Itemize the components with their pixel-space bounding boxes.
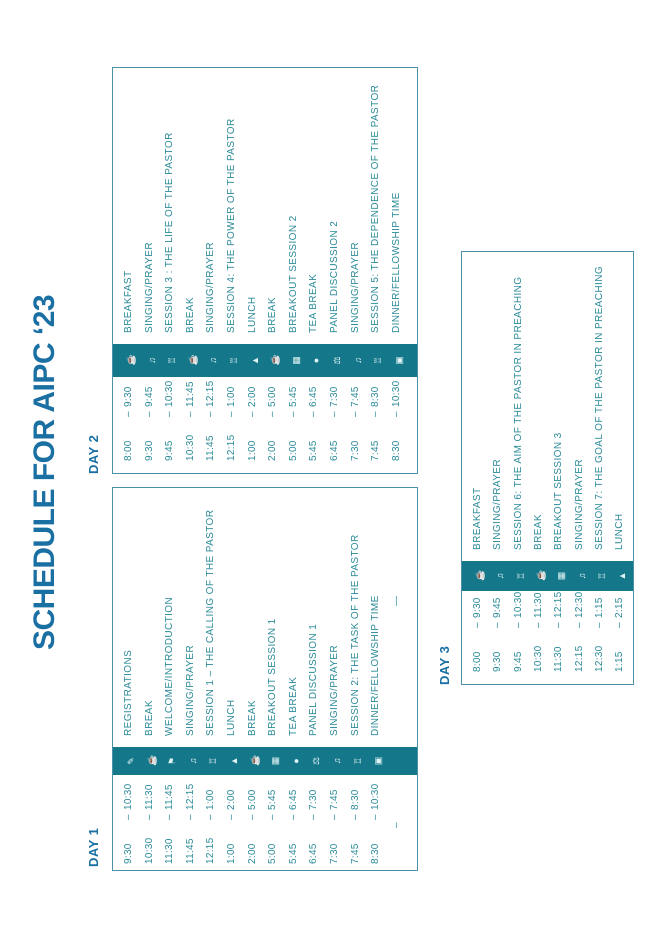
time-dash: – xyxy=(553,622,565,628)
time-dash: – xyxy=(472,622,483,628)
start-time: 9:30 xyxy=(123,843,134,864)
schedule-row xyxy=(329,488,349,870)
break-icon: ☕ xyxy=(249,754,260,766)
time-range xyxy=(614,597,625,672)
time-range xyxy=(308,386,319,461)
time-dash: – xyxy=(123,411,134,417)
singing-icon: ♫ xyxy=(495,572,506,580)
time-range xyxy=(247,789,258,864)
schedule-row xyxy=(144,488,164,870)
end-time: 5:45 xyxy=(287,386,299,407)
start-time: 7:45 xyxy=(349,843,361,864)
time-dash: – xyxy=(287,814,299,820)
schedule-row xyxy=(185,488,205,870)
time-range xyxy=(350,789,361,864)
activity-label: SESSION 5: THE DEPENDENCE OF THE PASTOR xyxy=(370,84,382,333)
schedule-row xyxy=(185,68,205,473)
start-time: 10:30 xyxy=(184,434,196,461)
breakout-icon: ▦ xyxy=(290,356,301,365)
schedule-row xyxy=(164,488,184,870)
time-dash: – xyxy=(593,622,605,628)
break-icon: ☕ xyxy=(535,569,546,581)
singing-icon: ♫ xyxy=(146,357,157,364)
activity-label: BREAK xyxy=(246,700,258,736)
end-time: 5:45 xyxy=(267,789,279,810)
end-time: 11:30 xyxy=(532,592,544,618)
tea-icon: ● xyxy=(290,758,301,764)
start-time: 5:45 xyxy=(308,440,320,461)
time-range xyxy=(288,789,299,864)
end-time: 11:45 xyxy=(184,381,196,407)
start-time: 8:30 xyxy=(390,440,402,461)
singing-icon: ♫ xyxy=(187,757,198,765)
end-time: 10:30 xyxy=(164,380,176,407)
time-range xyxy=(513,591,524,672)
end-time: 2:15 xyxy=(614,597,626,618)
time-range xyxy=(205,380,216,461)
end-time: 12:15 xyxy=(205,380,217,407)
time-range xyxy=(123,386,134,461)
start-time: 11:45 xyxy=(205,435,217,461)
time-dash: – xyxy=(308,411,320,417)
schedule-row xyxy=(391,488,411,870)
session-icon: ♖ xyxy=(352,756,363,766)
break-icon: ☕ xyxy=(187,354,198,366)
session-icon: ♖ xyxy=(167,356,178,365)
activity-label: SESSION 7: THE GOAL OF THE PASTOR IN PREACHING xyxy=(593,265,605,550)
start-time: 11:30 xyxy=(553,646,565,672)
singing-icon: ♫ xyxy=(352,357,363,364)
activity-label: PANEL DISCUSSION 1 xyxy=(308,623,320,736)
end-time: 9:45 xyxy=(143,386,155,407)
end-time: 5:00 xyxy=(246,789,258,810)
schedule-row xyxy=(205,68,225,473)
activity-label: TEA BREAK xyxy=(287,676,299,736)
start-time: 11:45 xyxy=(184,838,196,864)
activity-label: DINNER/FELLOWSHIP TIME xyxy=(370,595,382,736)
time-dash: – xyxy=(205,814,217,820)
activity-label: PANEL DISCUSSION 2 xyxy=(329,220,340,333)
end-time: 1:00 xyxy=(205,789,217,810)
time-range xyxy=(185,783,196,864)
end-time: 8:30 xyxy=(370,386,382,407)
end-time: 9:30 xyxy=(472,597,483,618)
time-dash: – xyxy=(329,411,340,417)
end-time: 7:30 xyxy=(308,789,320,810)
end-time: 11:45 xyxy=(164,784,176,810)
time-dash: – xyxy=(573,622,585,628)
time-range xyxy=(533,592,544,672)
start-time: 7:45 xyxy=(370,440,382,461)
schedule-row xyxy=(350,68,370,473)
time-dash: – xyxy=(532,622,544,628)
session-icon: ♖ xyxy=(208,756,219,766)
end-time: 8:30 xyxy=(349,789,361,810)
time-range xyxy=(574,591,585,672)
end-time: 10:30 xyxy=(123,783,134,810)
start-time: 9:30 xyxy=(492,651,504,672)
time-range xyxy=(267,789,278,864)
day-1-label: DAY 1 xyxy=(86,827,101,867)
schedule-row xyxy=(123,488,143,870)
activity-label: SESSION 1 – THE CALLING OF THE PASTOR xyxy=(205,509,217,736)
day-1-table xyxy=(112,487,418,871)
time-dash: – xyxy=(390,411,402,417)
breakfast-icon: ☕ xyxy=(126,354,136,366)
session-icon: ♖ xyxy=(373,356,384,365)
schedule-row xyxy=(472,252,492,684)
day-2-table xyxy=(112,67,418,474)
time-dash: – xyxy=(370,411,382,417)
lunch-icon: ▲ xyxy=(229,756,239,766)
time-range xyxy=(267,386,278,461)
time-range xyxy=(205,789,216,864)
activity-label: SESSION 3 : THE LIFE OF THE PASTOR xyxy=(164,132,176,333)
time-range xyxy=(308,789,319,864)
time-dash: – xyxy=(246,814,258,820)
time-dash: – xyxy=(512,622,524,628)
start-time: 5:00 xyxy=(267,843,279,864)
time-dash: – xyxy=(349,411,361,417)
welcome-icon: ⚑ xyxy=(167,756,178,766)
breakout-icon: ▦ xyxy=(556,571,567,581)
activity-label: BREAK xyxy=(143,700,155,736)
singing-icon: ♫ xyxy=(208,357,219,364)
time-range xyxy=(123,783,134,864)
lunch-icon: ▲ xyxy=(617,571,628,581)
breakout-icon: ▦ xyxy=(270,756,281,766)
time-dash: – xyxy=(184,814,196,820)
activity-label: REGISTRATIONS xyxy=(123,649,134,736)
panel-icon: ⚖ xyxy=(311,756,322,766)
singing-icon: ♫ xyxy=(332,757,342,765)
registration-icon: ✎ xyxy=(126,757,136,765)
time-dash: – xyxy=(226,814,237,820)
schedule-row xyxy=(205,488,225,870)
session-icon: ♖ xyxy=(229,356,239,365)
time-range xyxy=(370,783,381,864)
start-time: 8:00 xyxy=(123,440,134,461)
start-time: 10:30 xyxy=(532,645,544,672)
start-time: 2:00 xyxy=(246,843,258,864)
end-time: 10:30 xyxy=(390,380,402,407)
schedule-row xyxy=(267,68,287,473)
start-time: 9:30 xyxy=(143,440,155,461)
time-dash: – xyxy=(349,814,361,820)
end-time: 9:45 xyxy=(492,597,504,618)
schedule-row xyxy=(247,488,267,870)
time-dash: – xyxy=(329,814,340,820)
schedule-row xyxy=(288,488,308,870)
schedule-row xyxy=(267,488,287,870)
schedule-row xyxy=(614,252,634,684)
schedule-row xyxy=(574,252,594,684)
schedule-row xyxy=(513,252,533,684)
time-range xyxy=(391,380,402,461)
start-time: 12:15 xyxy=(226,434,237,461)
start-time: 11:30 xyxy=(164,838,176,864)
time-dash: – xyxy=(184,411,196,417)
activity-label: LUNCH xyxy=(226,699,237,736)
break-icon: ☕ xyxy=(270,354,281,366)
schedule-row xyxy=(288,68,308,473)
activity-label: SINGING/PRAYER xyxy=(184,645,196,736)
start-time: 1:00 xyxy=(246,440,258,461)
start-time: 5:45 xyxy=(287,843,299,864)
time-dash: – xyxy=(370,814,382,820)
panel-icon: ⚖ xyxy=(332,356,342,365)
activity-label: — xyxy=(390,595,402,606)
time-range xyxy=(164,380,175,461)
time-dash: – xyxy=(205,411,217,417)
end-time: 12:15 xyxy=(184,783,196,810)
time-range xyxy=(350,386,361,461)
day-3-table xyxy=(461,251,634,685)
time-range: – xyxy=(390,822,402,828)
start-time: 9:45 xyxy=(512,651,524,672)
activity-label: BREAK xyxy=(267,297,279,333)
breakfast-icon: ☕ xyxy=(475,569,485,581)
time-range xyxy=(226,386,237,461)
singing-icon: ♫ xyxy=(576,572,587,580)
time-dash: – xyxy=(123,814,134,820)
start-time: 6:45 xyxy=(308,843,320,864)
activity-label: BREAKFAST xyxy=(472,487,483,550)
schedule-row xyxy=(164,68,184,473)
end-time: 1:15 xyxy=(593,597,605,618)
activity-label: DINNER/FELLOWSHIP TIME xyxy=(390,192,402,333)
time-range xyxy=(247,386,258,461)
schedule-row xyxy=(308,68,328,473)
schedule-row xyxy=(370,488,390,870)
activity-label: BREAKOUT SESSION 3 xyxy=(553,432,565,550)
start-time: 5:00 xyxy=(287,440,299,461)
time-range xyxy=(329,789,340,864)
activity-label: SESSION 4: THE POWER OF THE PASTOR xyxy=(226,118,237,333)
session-icon: ♖ xyxy=(596,571,607,581)
end-time: 9:30 xyxy=(123,386,134,407)
activity-label: SINGING/PRAYER xyxy=(492,459,504,550)
time-range xyxy=(144,784,155,864)
schedule-row xyxy=(308,488,328,870)
start-time: 7:30 xyxy=(329,843,340,864)
time-dash: – xyxy=(614,622,626,628)
activity-label: TEA BREAK xyxy=(308,273,320,333)
schedule-row xyxy=(533,252,553,684)
start-time: 8:30 xyxy=(370,843,382,864)
activity-label: SINGING/PRAYER xyxy=(573,459,585,550)
schedule-row xyxy=(144,68,164,473)
activity-label: BREAKOUT SESSION 1 xyxy=(267,618,279,736)
time-dash: – xyxy=(287,411,299,417)
end-time: 10:30 xyxy=(370,783,382,810)
time-dash: – xyxy=(143,411,155,417)
start-time: 1:15 xyxy=(614,651,626,672)
time-dash: – xyxy=(246,411,258,417)
page-title: SCHEDULE FOR AIPC ‘23 xyxy=(28,294,61,650)
time-range xyxy=(472,597,483,672)
time-range xyxy=(492,597,503,672)
time-dash: – xyxy=(267,814,279,820)
schedule-row xyxy=(594,252,614,684)
time-dash: – xyxy=(226,411,237,417)
dinner-icon: ▣ xyxy=(393,356,404,365)
activity-label: BREAKFAST xyxy=(123,270,134,333)
time-dash: – xyxy=(267,411,279,417)
activity-label: SINGING/PRAYER xyxy=(205,242,217,333)
day-3-label: DAY 3 xyxy=(437,645,452,685)
start-time: 6:45 xyxy=(329,440,340,461)
time-range xyxy=(144,386,155,461)
end-time: 7:45 xyxy=(329,789,340,810)
time-range xyxy=(185,381,196,461)
schedule-row xyxy=(350,488,370,870)
start-time: 8:00 xyxy=(472,651,483,672)
schedule-row xyxy=(247,68,267,473)
time-dash: – xyxy=(492,622,504,628)
start-time: 9:45 xyxy=(164,440,176,461)
activity-label: SESSION 6: THE AIM OF THE PASTOR IN PREACHING xyxy=(512,276,524,550)
activity-label: BREAKOUT SESSION 2 xyxy=(287,215,299,333)
schedule-row xyxy=(226,488,246,870)
time-range xyxy=(370,386,381,461)
end-time: 6:45 xyxy=(287,789,299,810)
activity-label: LUNCH xyxy=(246,296,258,333)
day-2-label: DAY 2 xyxy=(86,434,101,474)
end-time: 5:00 xyxy=(267,386,279,407)
time-dash: – xyxy=(164,814,176,820)
activity-label: SINGING/PRAYER xyxy=(329,645,340,736)
end-time: 12:30 xyxy=(573,591,585,618)
schedule-row xyxy=(492,252,512,684)
schedule-row xyxy=(226,68,246,473)
time-dash: – xyxy=(143,814,155,820)
break-icon: ☕ xyxy=(146,754,157,766)
activity-label: SINGING/PRAYER xyxy=(349,242,361,333)
tea-icon: ● xyxy=(311,357,322,364)
start-time: 12:15 xyxy=(205,837,217,864)
schedule-row xyxy=(329,68,349,473)
time-range xyxy=(553,591,564,672)
lunch-icon: ▲ xyxy=(249,356,260,365)
activity-label: BREAK xyxy=(184,297,196,333)
time-range xyxy=(288,386,299,461)
start-time: 7:30 xyxy=(349,440,361,461)
end-time: 2:00 xyxy=(246,386,258,407)
time-range xyxy=(594,597,605,672)
time-range xyxy=(329,386,340,461)
session-icon: ♖ xyxy=(515,571,526,581)
end-time: 6:45 xyxy=(308,386,320,407)
end-time: 7:45 xyxy=(349,386,361,407)
schedule-row xyxy=(370,68,390,473)
dinner-icon: ▣ xyxy=(373,756,384,766)
start-time: 10:30 xyxy=(143,837,155,864)
end-time: 10:30 xyxy=(512,591,524,618)
schedule-row xyxy=(123,68,143,473)
start-time: 12:30 xyxy=(593,645,605,672)
start-time: 1:00 xyxy=(226,843,237,864)
time-dash: – xyxy=(164,411,176,417)
schedule-row xyxy=(553,252,573,684)
activity-label: SESSION 2: THE TASK OF THE PASTOR xyxy=(349,534,361,736)
schedule-row xyxy=(391,68,411,473)
end-time: 12:15 xyxy=(553,591,565,618)
activity-label: LUNCH xyxy=(614,513,626,550)
start-time: 2:00 xyxy=(267,440,279,461)
activity-label: WELCOME/INTRODUCTION xyxy=(164,596,176,736)
start-time: 12:15 xyxy=(573,645,585,672)
activity-label: BREAK xyxy=(532,514,544,550)
time-dash: – xyxy=(308,814,320,820)
end-time: 7:30 xyxy=(329,386,340,407)
time-range xyxy=(164,784,175,864)
end-time: 2:00 xyxy=(226,789,237,810)
activity-label: SINGING/PRAYER xyxy=(143,242,155,333)
end-time: 1:00 xyxy=(226,386,237,407)
time-range xyxy=(226,789,237,864)
end-time: 11:30 xyxy=(143,784,155,810)
